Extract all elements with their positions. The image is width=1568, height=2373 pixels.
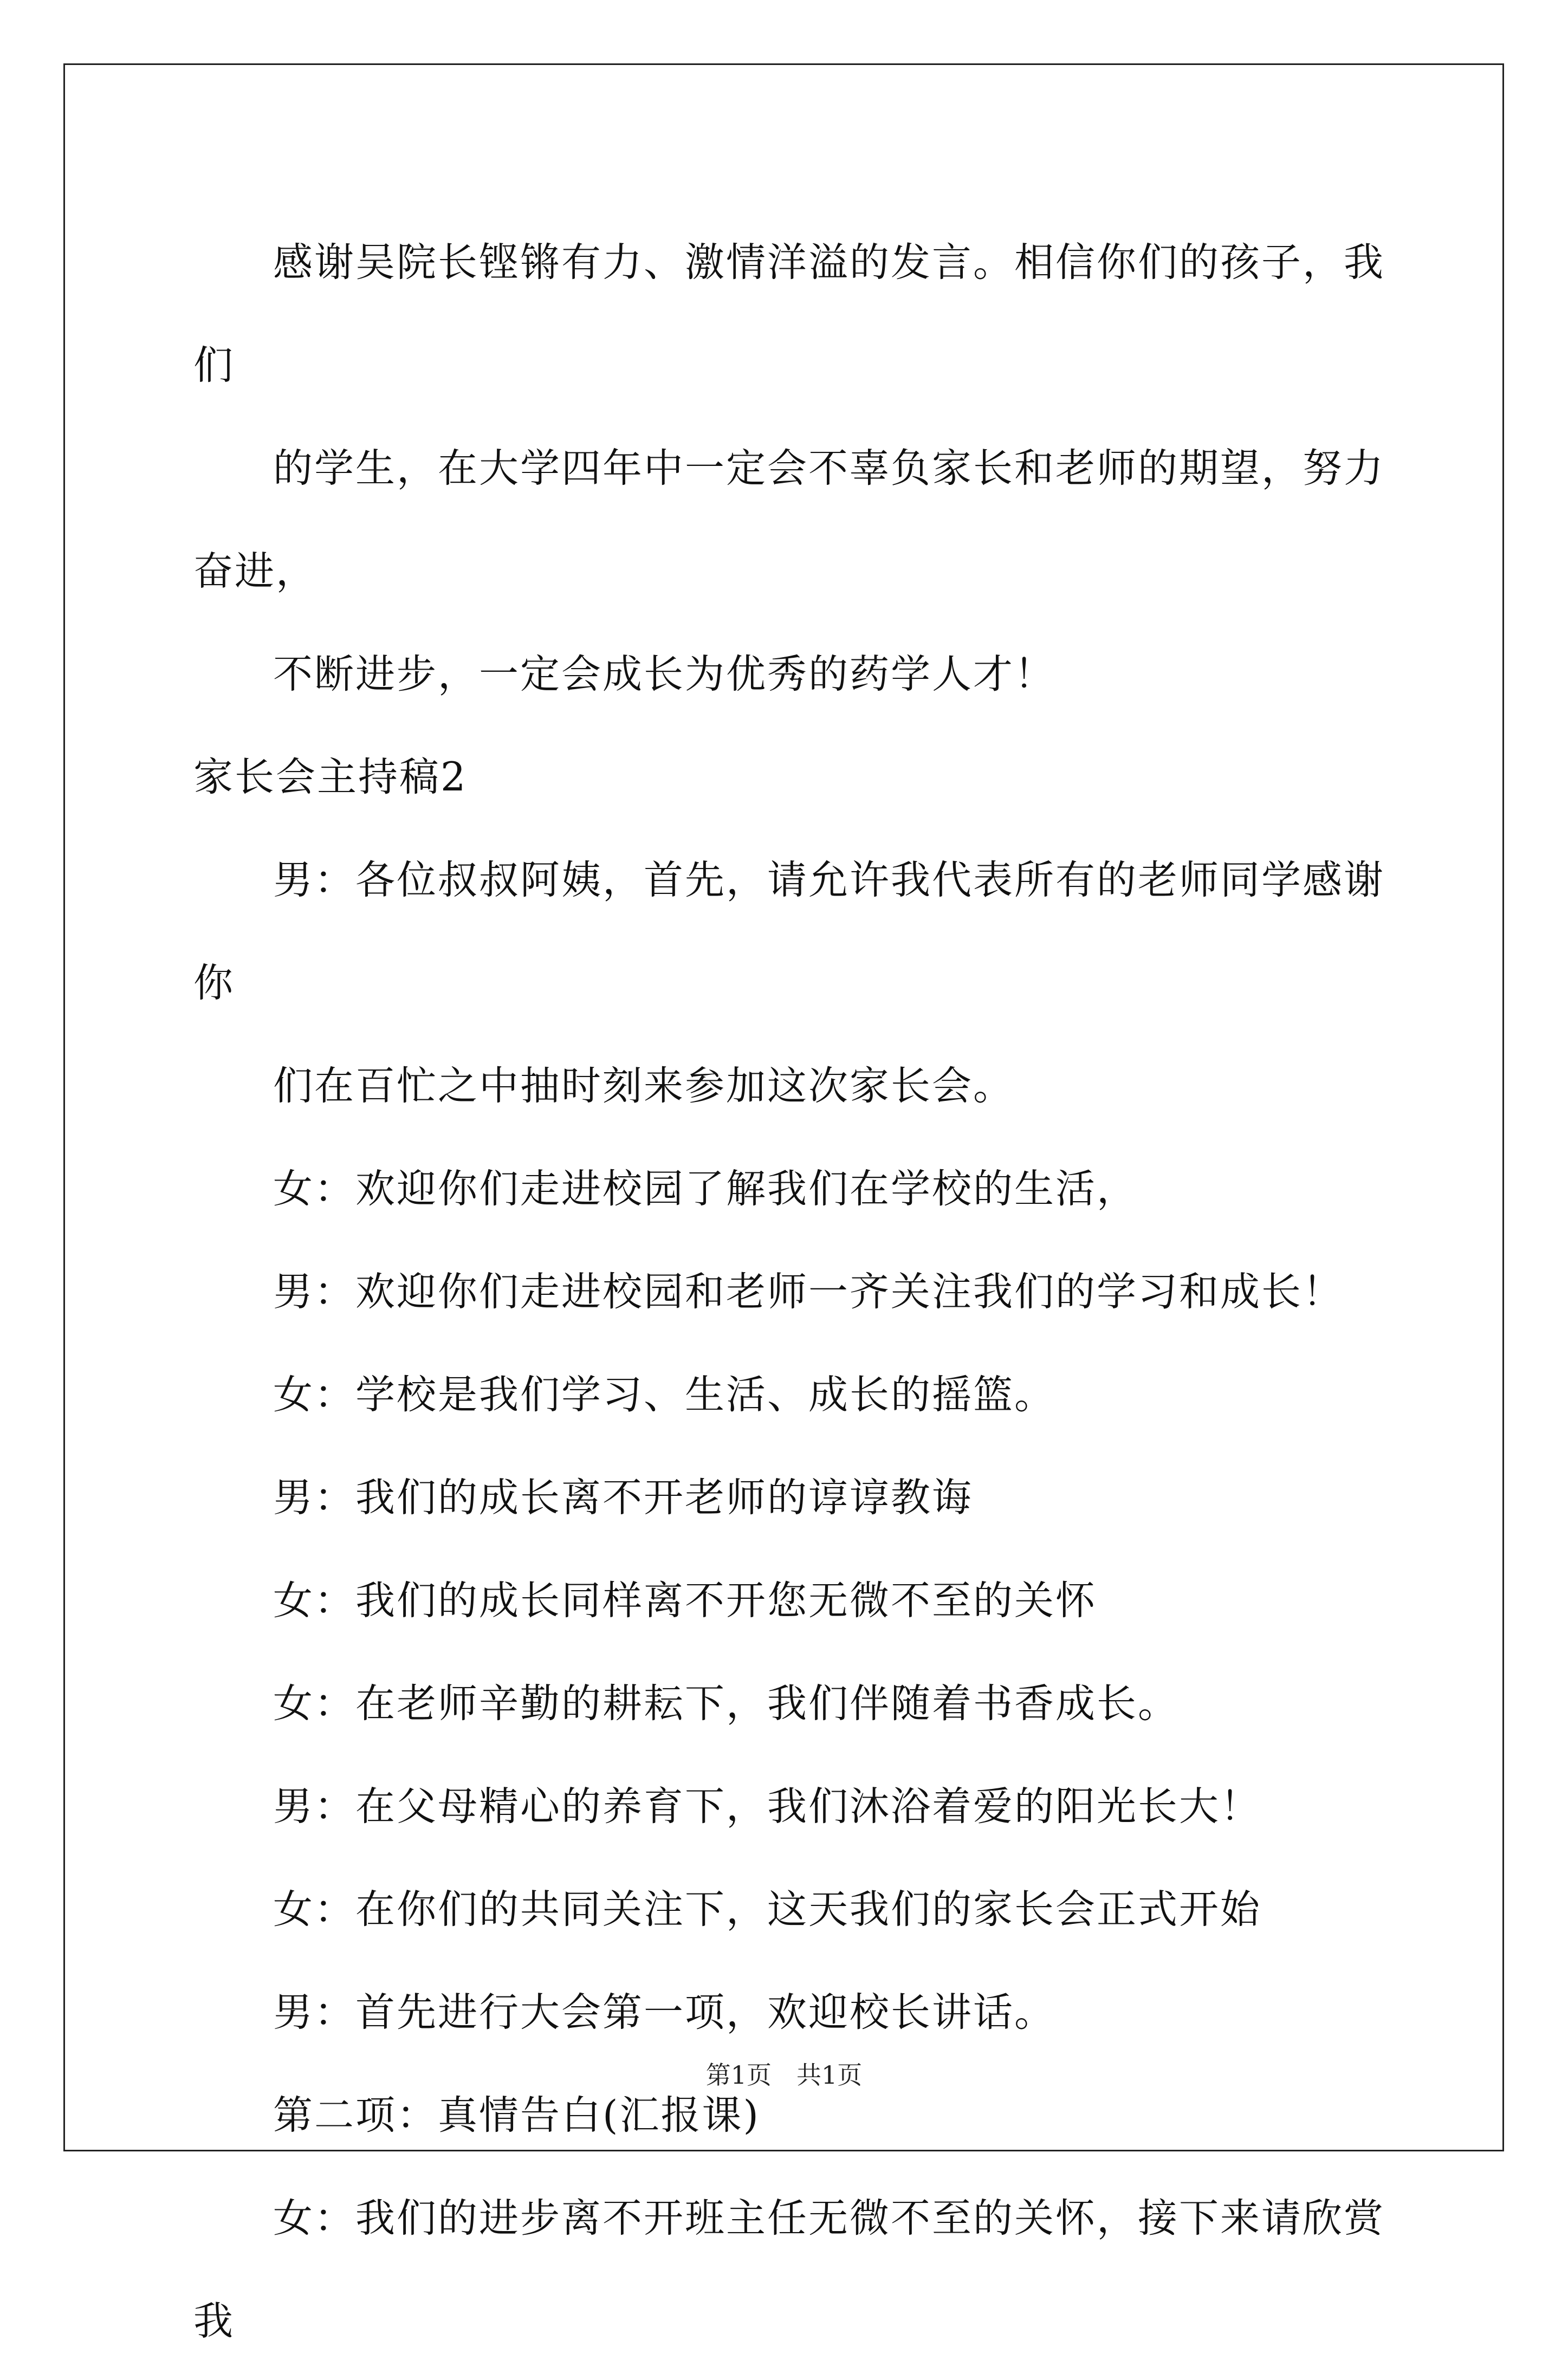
text-line: 第二项：真情告白(汇报课) (273, 2092, 760, 2138)
body-paragraph (193, 1755, 1385, 1858)
text-line: 女：我们的进步离不开班主任无微不至的关怀，接下来请欣赏我 (193, 2195, 1385, 2344)
page-footer: 第1页 共1页 (705, 2060, 863, 2090)
text-line: 感谢吴院长铿锵有力、激情洋溢的发言。相信你们的孩子，我们 (193, 239, 1385, 388)
body-paragraph (193, 1447, 1385, 1549)
body-paragraph (193, 1549, 1385, 1652)
document-body (193, 211, 1385, 2373)
text-line: 男：首先进行大会第一项，欢迎校长讲话。 (273, 1989, 1055, 2035)
body-paragraph (193, 2167, 1385, 2373)
text-line: 家长会主持稿2 (193, 754, 468, 800)
text-line: 男：在父母精心的养育下，我们沐浴着爱的阳光长大！ (273, 1784, 1261, 1830)
body-paragraph (193, 211, 1385, 726)
text-line: 的学生，在大学四年中一定会不辜负家长和老师的期望，努力奋进， (193, 445, 1385, 594)
body-paragraph (193, 829, 1385, 1138)
text-line: 女：在你们的共同关注下，这天我们的家长会正式开始 (273, 1886, 1261, 1933)
body-paragraph (193, 1961, 1385, 2064)
text-line: 女：欢迎你们走进校园了解我们在学校的生活， (273, 1166, 1138, 1212)
text-line: 男：我们的成长离不开老师的谆谆教诲 (273, 1475, 973, 1521)
text-line: 们在百忙之中抽时刻来参加这次家长会。 (273, 1063, 1014, 1109)
text-line: 女：在老师辛勤的耕耘下，我们伴随着书香成长。 (273, 1681, 1179, 1727)
text-line: 不断进步，一定会成长为优秀的药学人才！ (273, 651, 1055, 697)
body-paragraph (193, 1138, 1385, 1241)
body-paragraph (193, 1652, 1385, 1755)
body-paragraph (193, 1858, 1385, 1961)
text-line: 女：学校是我们学习、生活、成长的摇篮。 (273, 1372, 1055, 1418)
section-heading (193, 726, 1385, 829)
body-paragraph (193, 1344, 1385, 1447)
text-line: 男：欢迎你们走进校园和老师一齐关注我们的学习和成长！ (273, 1269, 1344, 1315)
text-line: 男：各位叔叔阿姨，首先，请允许我代表所有的老师同学感谢你 (193, 857, 1385, 1006)
body-paragraph (193, 1241, 1385, 1344)
text-line: 女：我们的成长同样离不开您无微不至的关怀 (273, 1578, 1097, 1624)
